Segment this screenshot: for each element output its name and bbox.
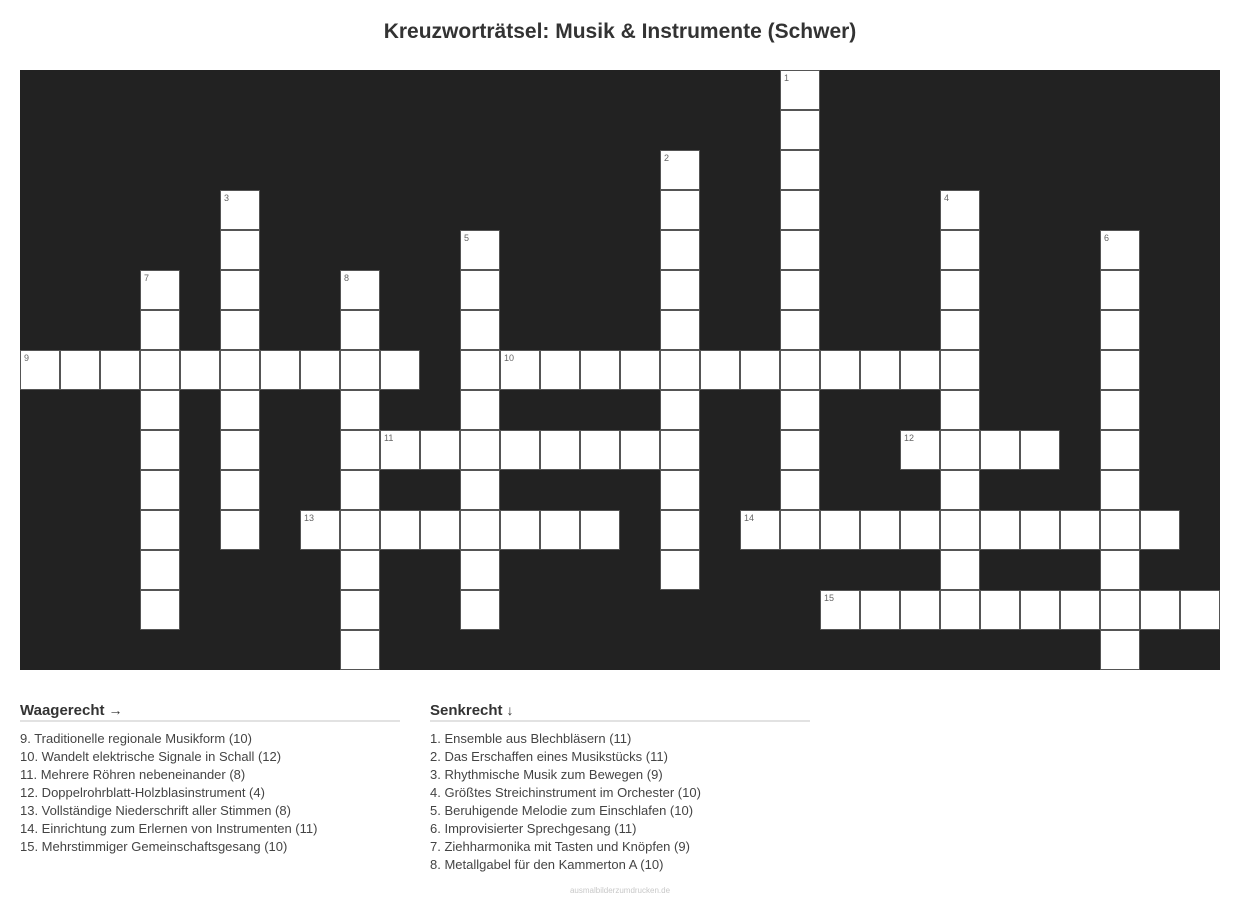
crossword-cell[interactable] [1100,310,1140,350]
crossword-cell[interactable] [1100,350,1140,390]
crossword-cell[interactable] [780,510,820,550]
crossword-cell[interactable] [1140,590,1180,630]
down-clue: 1. Ensemble aus Blechbläsern (11) [430,731,632,746]
crossword-cell[interactable] [660,310,700,350]
crossword-cell[interactable] [900,510,940,550]
crossword-cell[interactable] [1100,230,1140,270]
across-clue-list [20,730,400,856]
crossword-cell[interactable] [1100,630,1140,670]
cell-number: 6 [1104,233,1110,243]
crossword-cell[interactable] [460,270,500,310]
crossword-cell[interactable] [660,150,700,190]
crossword-cell[interactable] [620,350,660,390]
crossword-cell[interactable] [1100,590,1140,630]
crossword-cell[interactable] [940,430,980,470]
crossword-cell[interactable] [900,590,940,630]
crossword-cell[interactable] [900,430,940,470]
crossword-cell[interactable] [580,430,620,470]
crossword-cell[interactable] [940,350,980,390]
down-clues-section [430,702,810,874]
crossword-cell[interactable] [820,590,860,630]
crossword-cell[interactable] [460,510,500,550]
crossword-cell[interactable] [860,590,900,630]
cell-number: 9 [24,353,30,363]
crossword-cell[interactable] [580,350,620,390]
crossword-cell[interactable] [1100,550,1140,590]
crossword-cell[interactable] [380,510,420,550]
across-clue: 11. Mehrere Röhren nebeneinander (8) [20,767,246,782]
cell-number: 15 [824,593,835,603]
crossword-cell[interactable] [1020,590,1060,630]
crossword-cell[interactable] [900,350,940,390]
crossword-cell[interactable] [140,510,180,550]
right-arrow-icon: → [108,702,123,718]
footer-credit: ausmalbilderzumdrucken.de [569,886,671,895]
crossword-cell[interactable] [620,430,660,470]
crossword-cell[interactable] [340,550,380,590]
crossword-cell[interactable] [460,550,500,590]
crossword-cell[interactable] [1020,510,1060,550]
crossword-cell[interactable] [740,510,780,550]
across-clue: 9. Traditionelle regionale Musikform (10) [20,731,252,746]
crossword-cell[interactable] [540,430,580,470]
crossword-cell[interactable] [1100,510,1140,550]
crossword-cell[interactable] [660,230,700,270]
crossword-cell[interactable] [700,350,740,390]
crossword-cell[interactable] [940,550,980,590]
crossword-cell[interactable] [980,430,1020,470]
crossword-cell[interactable] [1140,510,1180,550]
crossword-cell[interactable] [660,350,700,390]
cell-number: 2 [664,153,670,163]
crossword-cell[interactable] [1100,470,1140,510]
crossword-cell[interactable] [660,270,700,310]
crossword-cell[interactable] [540,510,580,550]
across-clue: 14. Einrichtung zum Erlernen von Instrumenten (11) [20,821,318,836]
crossword-cell[interactable] [340,350,380,390]
crossword-cell[interactable] [780,350,820,390]
crossword-cell[interactable] [500,430,540,470]
cell-number: 1 [784,73,790,83]
cell-number: 14 [744,513,755,523]
down-arrow-icon: ↓ [506,702,514,718]
crossword-cell[interactable] [460,430,500,470]
crossword-cell[interactable] [940,310,980,350]
cell-number: 13 [304,513,315,523]
crossword-cell[interactable] [340,630,380,670]
down-clue-list [430,730,810,874]
crossword-cell[interactable] [220,470,260,510]
crossword-cell[interactable] [140,550,180,590]
crossword-cell[interactable] [1020,430,1060,470]
crossword-cell[interactable] [940,270,980,310]
crossword-cell[interactable] [220,350,260,390]
down-clue: 4. Größtes Streichinstrument im Orchester (10) [430,785,701,800]
crossword-cell[interactable] [780,230,820,270]
crossword-cell[interactable] [340,430,380,470]
crossword-cell[interactable] [300,510,340,550]
crossword-cell[interactable] [220,390,260,430]
crossword-cell[interactable] [140,310,180,350]
crossword-cell[interactable] [100,350,140,390]
crossword-cell[interactable] [500,350,540,390]
cell-number: 8 [344,273,350,283]
crossword-cell[interactable] [140,270,180,310]
crossword-cell[interactable] [220,270,260,310]
crossword-cell[interactable] [460,310,500,350]
crossword-cell[interactable] [340,470,380,510]
crossword-cell[interactable] [460,350,500,390]
cell-number: 10 [504,353,515,363]
crossword-cell[interactable] [780,390,820,430]
cell-number: 12 [904,433,915,443]
crossword-cell[interactable] [460,590,500,630]
crossword-cell[interactable] [140,350,180,390]
crossword-cell[interactable] [1060,510,1100,550]
crossword-cell[interactable] [780,190,820,230]
down-heading [430,702,810,722]
cell-number: 4 [944,193,950,203]
crossword-cell[interactable] [660,190,700,230]
down-heading-label: Senkrecht [430,702,503,719]
crossword-cell[interactable] [380,430,420,470]
crossword-cell[interactable] [780,270,820,310]
crossword-cell[interactable] [220,510,260,550]
crossword-cell[interactable] [860,510,900,550]
crossword-cell[interactable] [220,310,260,350]
crossword-cell[interactable] [460,470,500,510]
crossword-grid [20,70,1220,670]
crossword-cell[interactable] [1100,270,1140,310]
across-clue: 15. Mehrstimmiger Gemeinschaftsgesang (10) [20,839,288,854]
down-clue: 6. Improvisierter Sprechgesang (11) [430,821,637,836]
crossword-cell[interactable] [340,270,380,310]
crossword-cell[interactable] [380,350,420,390]
across-clue: 10. Wandelt elektrische Signale in Schall (12) [20,749,282,764]
crossword-cell[interactable] [860,350,900,390]
crossword-cell[interactable] [340,310,380,350]
crossword-cell[interactable] [140,390,180,430]
crossword-cell[interactable] [220,230,260,270]
crossword-cell[interactable] [140,470,180,510]
crossword-cell[interactable] [60,350,100,390]
down-clue: 7. Ziehharmonika mit Tasten und Knöpfen (9) [430,839,690,854]
down-clue: 2. Das Erschaffen eines Musikstücks (11) [430,749,668,764]
crossword-cell[interactable] [260,350,300,390]
across-heading-label: Waagerecht [20,702,105,719]
crossword-cell[interactable] [1060,590,1100,630]
across-clue: 12. Doppelrohrblatt-Holzblasinstrument (4) [20,785,265,800]
crossword-cell[interactable] [940,390,980,430]
crossword-cell[interactable] [460,230,500,270]
crossword-cell[interactable] [940,230,980,270]
crossword-cell[interactable] [660,430,700,470]
crossword-cell[interactable] [1180,590,1220,630]
crossword-cell[interactable] [340,510,380,550]
crossword-cell[interactable] [500,510,540,550]
across-clues-section [20,702,400,856]
crossword-cell[interactable] [980,590,1020,630]
crossword-cell[interactable] [780,150,820,190]
crossword-cell[interactable] [820,350,860,390]
crossword-cell[interactable] [740,350,780,390]
cell-number: 11 [384,433,394,443]
crossword-cell[interactable] [340,590,380,630]
page-title: Kreuzworträtsel: Musik & Instrumente (Schwer) [383,20,857,43]
crossword-cell[interactable] [420,510,460,550]
cell-number: 5 [464,233,470,243]
crossword-cell[interactable] [580,510,620,550]
crossword-cell[interactable] [140,430,180,470]
down-clue: 5. Beruhigende Melodie zum Einschlafen (10) [430,803,694,818]
crossword-cell[interactable] [780,310,820,350]
crossword-cell[interactable] [20,350,60,390]
crossword-cell[interactable] [940,190,980,230]
crossword-cell[interactable] [780,110,820,150]
across-heading [20,702,400,722]
cell-number: 3 [224,193,230,203]
crossword-cell[interactable] [940,590,980,630]
crossword-cell[interactable] [660,550,700,590]
crossword-cell[interactable] [1100,390,1140,430]
crossword-cell[interactable] [340,390,380,430]
crossword-cell[interactable] [1100,430,1140,470]
crossword-cell[interactable] [460,390,500,430]
cell-number: 7 [144,273,150,283]
down-clue: 3. Rhythmische Musik zum Bewegen (9) [430,767,663,782]
crossword-cell[interactable] [540,350,580,390]
crossword-cell[interactable] [420,430,460,470]
crossword-cell[interactable] [140,590,180,630]
crossword-cell[interactable] [660,510,700,550]
down-clue: 8. Metallgabel für den Kammerton A (10) [430,857,664,872]
across-clue: 13. Vollständige Niederschrift aller Stimmen (8) [20,803,291,818]
crossword-cell[interactable] [660,390,700,430]
crossword-cell[interactable] [940,470,980,510]
crossword-cell[interactable] [300,350,340,390]
crossword-cell[interactable] [220,430,260,470]
crossword-cell[interactable] [780,430,820,470]
crossword-cell[interactable] [780,70,820,110]
crossword-cell[interactable] [780,470,820,510]
crossword-cell[interactable] [980,510,1020,550]
crossword-cell[interactable] [660,470,700,510]
crossword-cell[interactable] [940,510,980,550]
crossword-cell[interactable] [820,510,860,550]
crossword-cell[interactable] [180,350,220,390]
crossword-cell[interactable] [220,190,260,230]
